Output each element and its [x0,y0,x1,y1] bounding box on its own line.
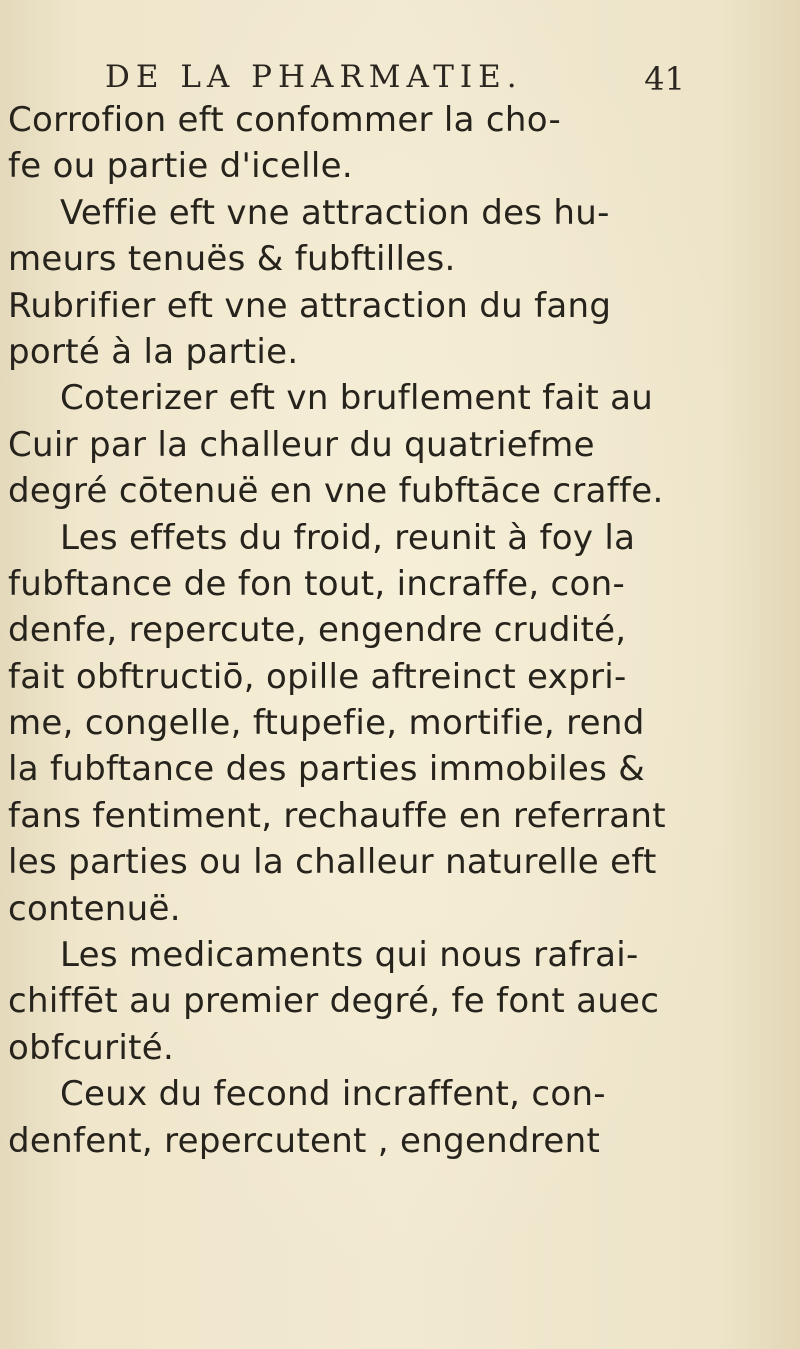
text-line: Corrofion eft confommer la cho- [8,100,562,140]
text-line: fait obftructiō, opille aftreinct expri- [8,656,627,697]
text-line: fubftance de fon tout, incraffe, con- [8,563,626,604]
text-line: fans fentiment, rechauffe en referrant [8,795,666,836]
paragraph-start-line: Ceux du fecond incraffent, con- [60,1074,606,1115]
text-line: meurs tenuës & fubftilles. [8,239,456,280]
text-line: obfcurité. [8,1027,175,1068]
text-line: degré cōtenuë en vne fubftāce craffe. [8,471,664,512]
paragraph-start-line: Les medicaments qui nous rafrai- [60,935,639,976]
running-title: DE LA PHARMATIE. [105,59,523,95]
paragraph-start-line: Les effets du froid, reunit à foy la [60,517,636,558]
running-head [105,52,685,102]
body-text [8,97,698,1164]
text-line: fe ou partie d'icelle. [8,146,353,187]
text-line: Cuir par la challeur du quatriefme [8,424,595,465]
text-line: denfent, repercutent , engendrent [8,1120,601,1161]
paragraph-start-line: Coterizer eft vn bruflement fait au [60,378,654,419]
text-line: denfe, repercute, engendre crudité, [8,610,627,651]
text-line: porté à la partie. [8,331,299,372]
text-line: chiffēt au premier degré, fe font auec [8,981,660,1022]
text-line: me, congelle, ftupefie, mortifie, rend [8,703,645,744]
text-line: les parties ou la challeur naturelle eft [8,842,657,883]
paragraph-start-line: Veffie eft vne attraction des hu- [60,192,610,233]
text-line: la fubftance des parties immobiles & [8,749,646,790]
paragraph-start-line: Rubrifier eft vne attraction du fang [8,285,612,326]
page-number: 41 [644,60,685,98]
text-line: contenuë. [8,888,181,929]
